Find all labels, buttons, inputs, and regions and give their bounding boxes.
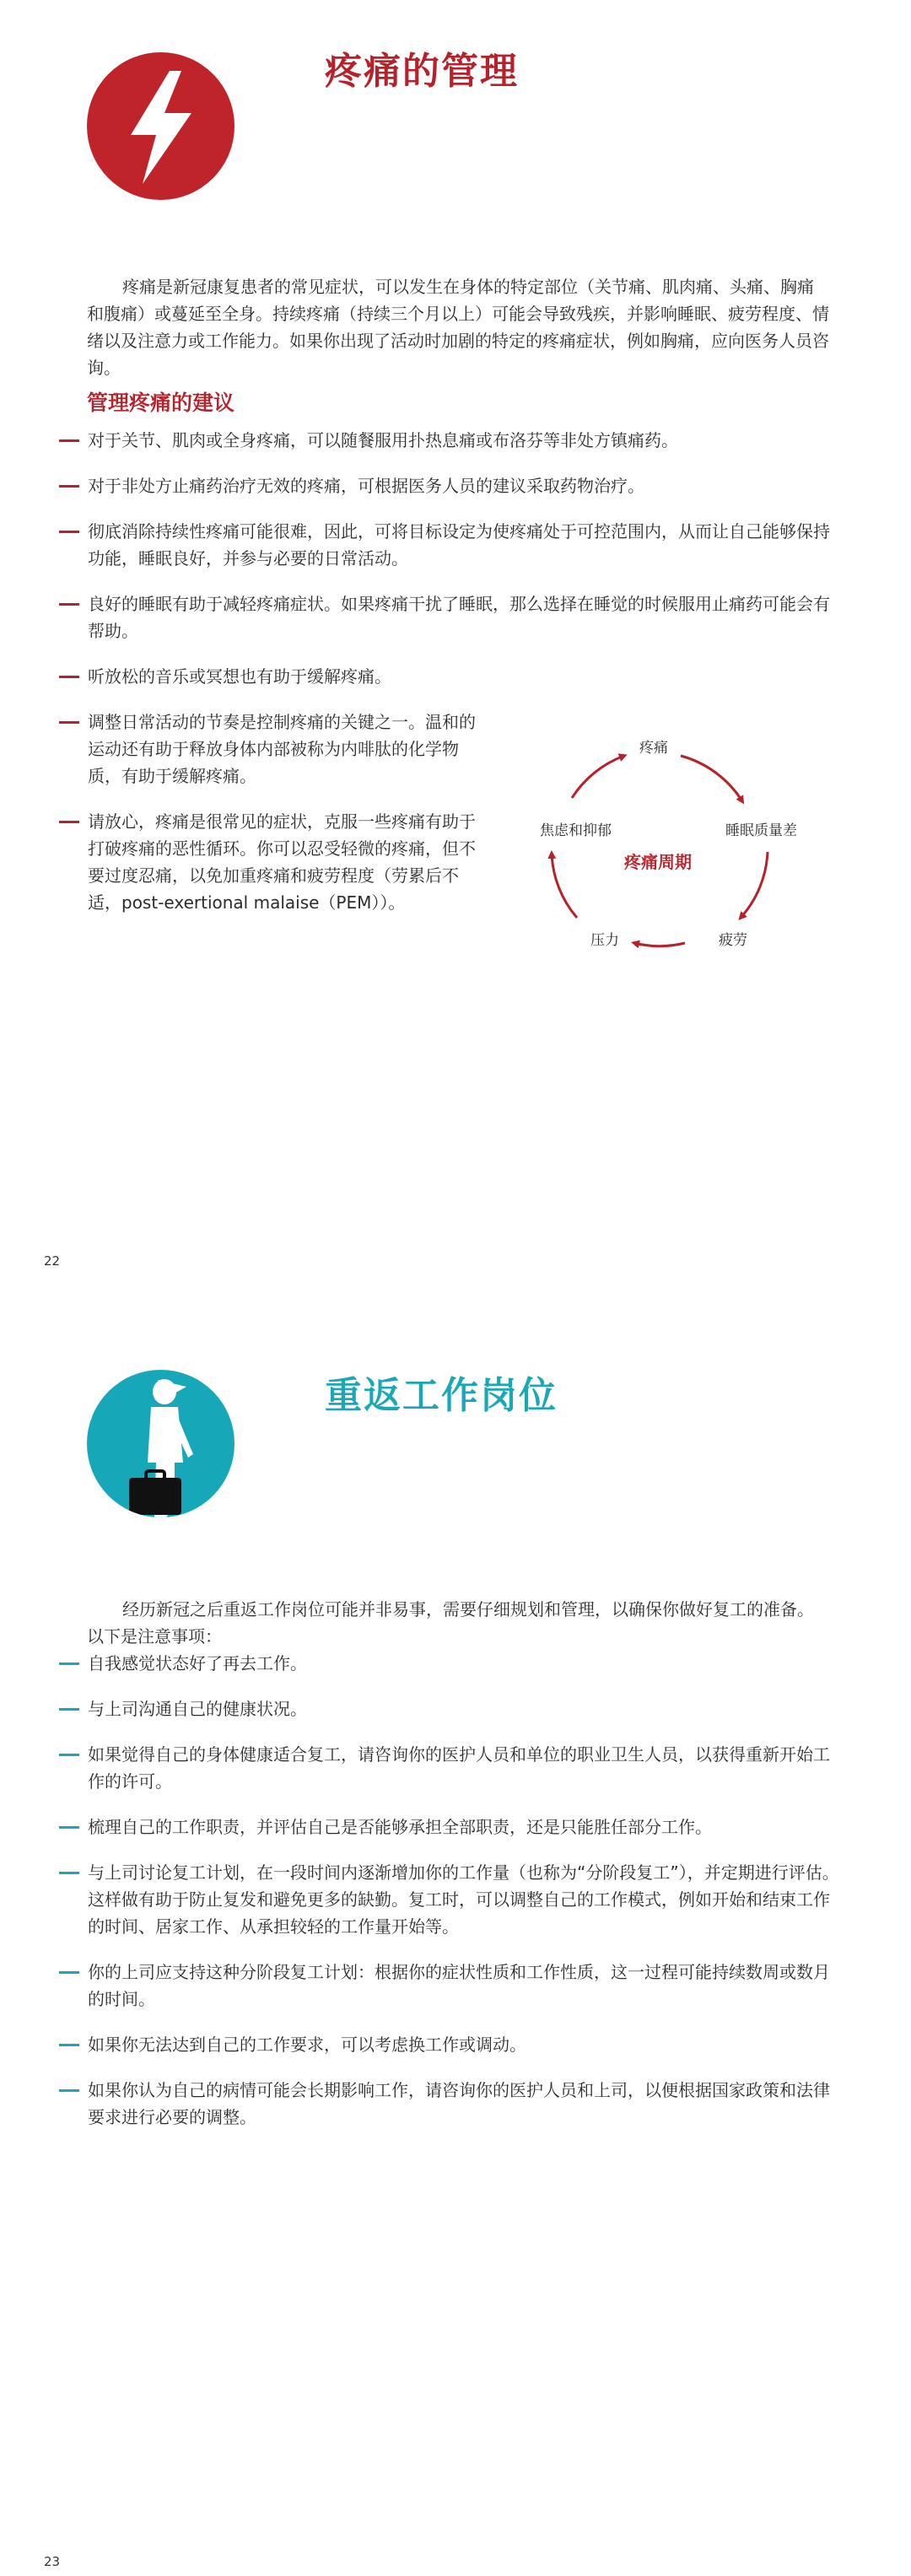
cycle-label-fatigue: 疲劳 [719,932,747,949]
intro-paragraph: 经历新冠之后重返工作岗位可能并非易事，需要仔细规划和管理，以确保你做好复工的准备。以下是注意事项： [87,1599,814,1646]
section-heading: 管理疼痛的建议 [87,391,235,415]
list-item: 与上司讨论复工计划，在一段时间内逐渐增加你的工作量（也称为“分阶段复工”），并定期进行评估。这样做有助于防止复发和避免更多的缺勤。复工时，可以调整自己的工作模式，例如开始和结束工作的时间、居家工作、从承担较轻的工作量开始等。 [59,1859,844,1940]
dash-bullet [59,821,79,823]
dash-bullet [59,721,79,724]
page-title: 重返工作岗位 [325,1374,558,1417]
dash-bullet [59,676,79,678]
cycle-label-stress: 压力 [590,932,619,949]
list-item: 对于非处方止痛药治疗无效的疼痛，可根据医务人员的建议采取药物治疗。 [59,472,844,499]
list-item: 自我感觉状态好了再去工作。 [59,1650,844,1677]
list-item: 请放心，疼痛是很常见的症状，克服一些疼痛有助于打破疼痛的恶性循环。你可以忍受轻微的疼痛，但不要过度忍痛，以免加重疼痛和疲劳程度（劳累后不适，post-exertional malaise（PEM））。 [59,808,484,916]
dash-bullet [59,485,79,488]
list-item: 彻底消除持续性疼痛可能很难，因此，可将目标设定为使疼痛处于可控范围内，从而让自己能够保持功能，睡眠良好，并参与必要的日常活动。 [59,518,844,572]
cycle-arrow [681,756,742,801]
dash-bullet [59,2044,79,2046]
cycle-label-anxiety: 焦虑和抑郁 [540,822,612,839]
page-23 [0,1265,911,2576]
list-item: 梳理自己的工作职责，并评估自己是否能够承担全部职责，还是只能胜任部分工作。 [59,1813,844,1840]
list-item: 听放松的音乐或冥想也有助于缓解疼痛。 [59,663,844,690]
person-with-briefcase-icon [87,1370,234,1517]
cycle-arrow [741,852,768,918]
cycle-arrow [572,756,624,798]
list-item: 调整日常活动的节奏是控制疼痛的关键之一。温和的运动还有助于释放身体内部被称为内啡肽的化学物质，有助于缓解疼痛。 [59,709,484,790]
dash-bullet [59,1663,79,1665]
dash-bullet [59,531,79,533]
list-item: 你的上司应支持这种分阶段复工计划：根据你的症状性质和工作性质，这一过程可能持续数周或数月的时间。 [59,1959,844,2013]
dash-bullet [59,1708,79,1711]
dash-bullet [59,603,79,606]
cycle-label-poor-sleep: 睡眠质量差 [725,822,797,839]
page-22 [0,0,911,1269]
page-title: 疼痛的管理 [325,50,519,93]
list-item: 与上司沟通自己的健康状况。 [59,1695,844,1722]
lightning-bolt-icon [87,52,234,200]
list-item: 如果你认为自己的病情可能会长期影响工作，请咨询你的医护人员和上司，以便根据国家政策和法律要求进行必要的调整。 [59,2077,844,2131]
list-item: 对于关节、肌肉或全身疼痛，可以随餐服用扑热息痛或布洛芬等非处方镇痛药。 [59,427,844,454]
dash-bullet [59,1971,79,1974]
list-item: 如果觉得自己的身体健康适合复工，请咨询你的医护人员和单位的职业卫生人员，以获得重新开始工作的许可。 [59,1741,844,1795]
dash-bullet [59,2089,79,2092]
list-item: 良好的睡眠有助于减轻疼痛症状。如果疼痛干扰了睡眠，那么选择在睡觉的时候服用止痛药可能会有帮助。 [59,590,844,644]
cycle-label-pain: 疼痛 [639,740,668,757]
cycle-arrow [552,854,577,918]
dash-bullet [59,439,79,442]
cycle-center-label: 疼痛周期 [624,852,692,872]
dash-bullet [59,1872,79,1874]
cycle-arrow [634,943,685,946]
list-item: 如果你无法达到自己的工作要求，可以考虑换工作或调动。 [59,2031,844,2058]
return-to-work-list [59,1650,844,2149]
dash-bullet [59,1754,79,1756]
page-number: 23 [44,2554,61,2569]
page-number: 22 [44,1253,61,1269]
dash-bullet [59,1826,79,1829]
pain-cycle-diagram [516,717,795,962]
intro-paragraph: 疼痛是新冠康复患者的常见症状，可以发生在身体的特定部位（关节痛、肌肉痛、头痛、胸痛和腹痛）或蔓延至全身。持续疼痛（持续三个月以上）可能会导致残疾，并影响睡眠、疲劳程度、情绪以及注意力或工作能力。如果你出现了活动时加剧的特定的疼痛症状，例如胸痛，应向医务人员咨询。 [87,277,829,378]
